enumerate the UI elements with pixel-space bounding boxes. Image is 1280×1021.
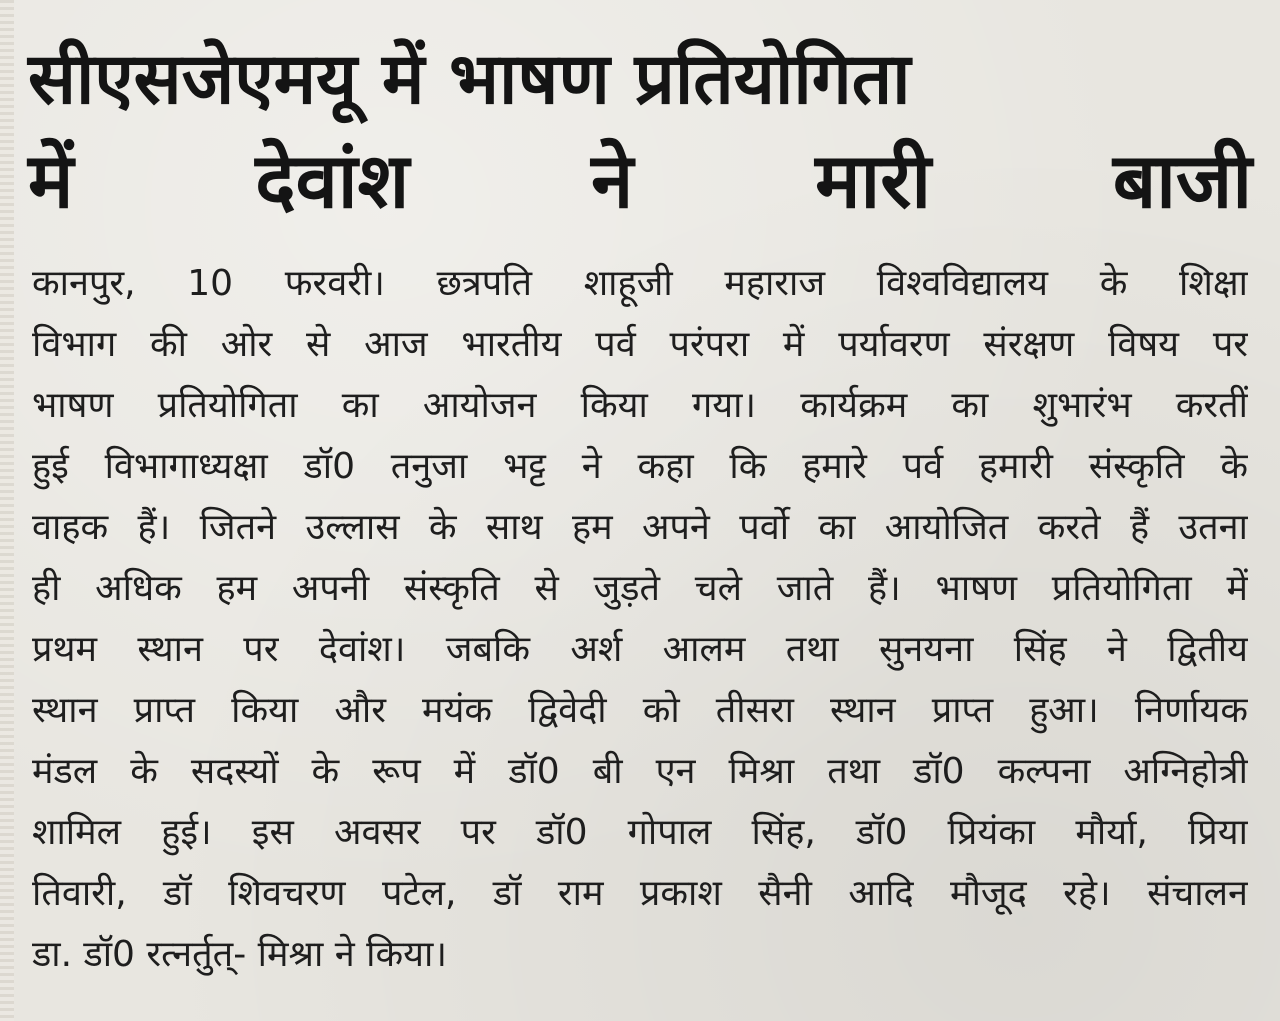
body-line: तिवारी, डॉ शिवचरण पटेल, डॉ राम प्रकाश सैनी आदि मौजूद रहे। संचालन [32,873,1248,914]
body-line: मंडल के सदस्यों के रूप में डॉ0 बी एन मिश्रा तथा डॉ0 कल्पना अग्निहोत्री [32,751,1248,792]
body-line: डा. डॉ0 रत्नर्तुत्- मिश्रा ने किया। [32,934,447,975]
headline-word: मारी [815,136,932,225]
body-line: हुई विभागाध्यक्षा डॉ0 तनुजा भट्ट ने कहा कि हमारे पर्व हमारी संस्कृति के [32,446,1248,487]
body-line: शामिल हुई। इस अवसर पर डॉ0 गोपाल सिंह, डॉ0 प्रियंका मौर्या, प्रिया [32,812,1248,853]
body-line: स्थान प्राप्त किया और मयंक द्विवेदी को तीसरा स्थान प्राप्त हुआ। निर्णायक [32,690,1248,731]
paper-edge [0,0,14,1021]
body-line: विभाग की ओर से आज भारतीय पर्व परंपरा में पर्यावरण संरक्षण विषय पर [32,324,1248,365]
headline-word: देवांश [255,136,410,225]
body-line: प्रथम स्थान पर देवांश। जबकि अर्श आलम तथा सुनयना सिंह ने द्वितीय [32,629,1248,670]
headline-word: ने [591,136,634,225]
body-line: भाषण प्रतियोगिता का आयोजन किया गया। कार्यक्रम का शुभारंभ करतीं [32,385,1248,426]
headline-line-1 [28,36,1252,120]
headline-line-2 [28,136,1252,226]
headline-word: में [28,136,74,225]
headline-word: बाजी [1112,136,1252,225]
body-line: कानपुर, 10 फरवरी। छत्रपति शाहूजी महाराज विश्वविद्यालय के शिक्षा [32,263,1248,304]
body-line: ही अधिक हम अपनी संस्कृति से जुड़ते चले जाते हैं। भाषण प्रतियोगिता में [32,568,1248,609]
headline-line-1-text: सीएसजेएमयू में भाषण प्रतियोगिता [28,36,911,120]
body-line: वाहक हैं। जितने उल्लास के साथ हम अपने पर्वो का आयोजित करते हैं उतना [32,507,1248,548]
